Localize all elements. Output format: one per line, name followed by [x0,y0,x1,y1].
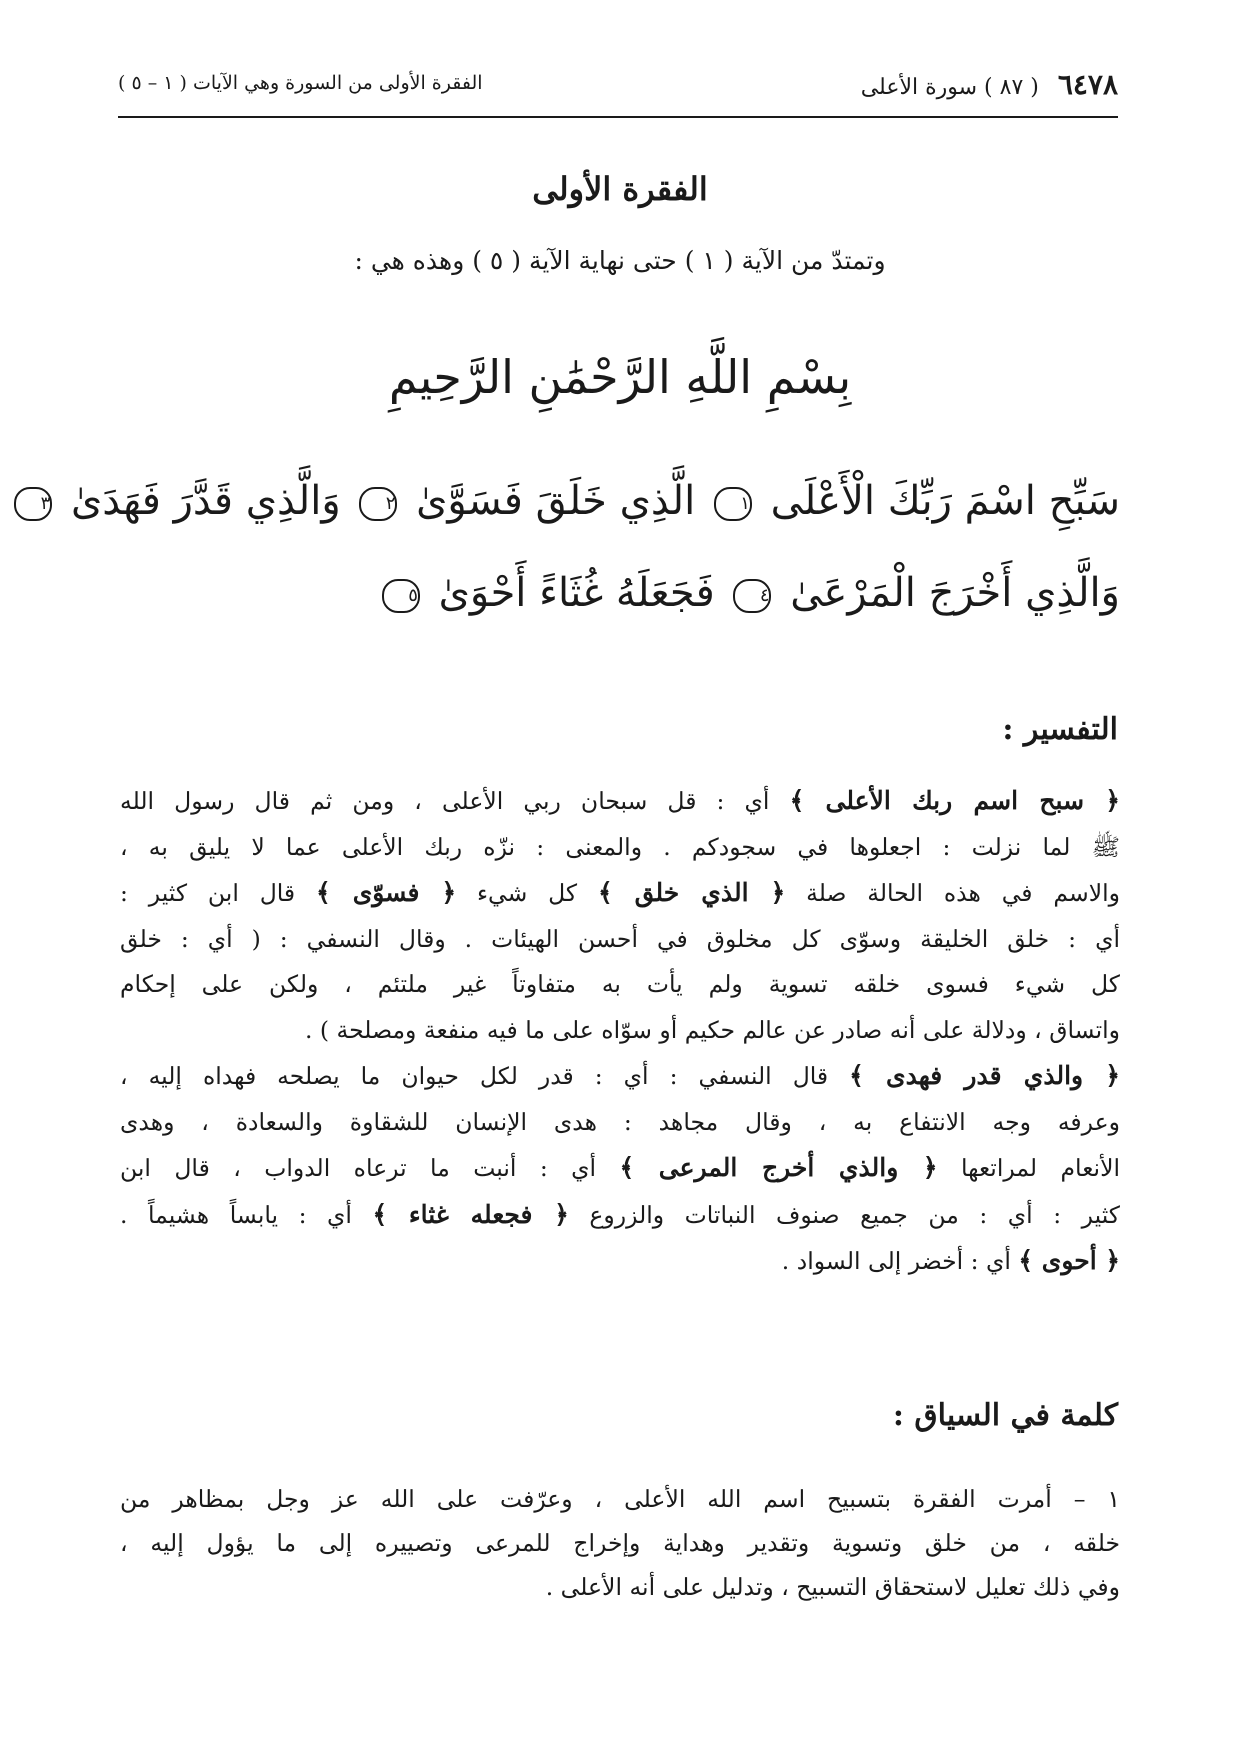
tafsir-line [120,1192,1120,1239]
running-header [118,58,1118,118]
tafsir-text: أي : أخضر إلى السواد . [781,1247,1019,1275]
tafsir-text: أي : خلق الخليقة وسوّى كل مخلوق في أحسن الهيئات . وقال النسفي : ( أي : خلق [120,924,1120,953]
tafsir-text: أي : أنبت ما ترعاه الدواب ، قال ابن [120,1154,620,1182]
tafsir-line [120,917,1120,963]
quoted-verse: ﴿ أحوى ﴾ [1018,1246,1120,1275]
context-heading: كلمة في السياق : [892,1398,1118,1433]
tafsir-line [120,870,1120,917]
verse-text: الَّذِي خَلَقَ فَسَوَّىٰ [416,478,696,524]
tafsir-line [120,778,1120,825]
quoted-verse: ﴿ الذي خلق ﴾ [597,878,786,907]
tafsir-text: والاسم في هذه الحالة صلة [785,879,1120,907]
tafsir-line [120,1053,1120,1100]
section-title: الفقرة الأولى [532,170,708,208]
tafsir-text: واتساق ، ودلالة على أنه صادر عن عالم حكيم أو سوّاه على ما فيه منفعة ومصلحة ) . [304,1015,1120,1044]
quoted-verse: ﴿ فجعله غثاء ﴾ [372,1199,569,1229]
context-body [120,1477,1120,1609]
surah-label: ( ٨٧ ) سورة الأعلى [860,75,1039,100]
verse-number: ٤ [733,579,771,613]
tafsir-line [120,1100,1120,1146]
verse-text: وَالَّذِي أَخْرَجَ الْمَرْعَىٰ [790,570,1120,616]
tafsir-body [120,778,1120,1285]
verse-line [40,478,1120,524]
tafsir-line [120,1008,1120,1054]
verse-text: فَجَعَلَهُ غُثَاءً أَحْوَىٰ [438,570,715,616]
verse-text: سَبِّحِ اسْمَ رَبِّكَ الْأَعْلَى [770,478,1120,524]
tafsir-heading: التفسير : [1002,712,1118,747]
tafsir-text: أي : يابساً هشيماً . [120,1200,373,1229]
tafsir-text: قال النسفي : أي : قدر لكل حيوان ما يصلحه فهداه إليه ، [120,1062,850,1090]
context-line: وفي ذلك تعليل لاستحقاق التسبيح ، وتدليل على أنه الأعلى . [545,1573,1120,1601]
verse-number: ٣ [14,487,52,521]
tafsir-line [120,825,1120,871]
tafsir-text: وعرفه وجه الانتفاع به ، وقال مجاهد : هدى الإنسان للشقاوة والسعادة ، وهدى [120,1107,1120,1136]
tafsir-line [120,1238,1120,1285]
tafsir-line [120,962,1120,1008]
header-page-info [861,68,1118,101]
header-section-label: الفقرة الأولى من السورة وهي الآيات ( ١ – ٥ ) [118,72,483,94]
quoted-verse: ﴿ فسوّى ﴾ [316,878,457,907]
tafsir-text: الأنعام لمراتعها [937,1154,1120,1182]
tafsir-text: كثير : أي : من جميع صنوف النباتات والزروع [568,1200,1120,1229]
section-range: وتمتدّ من الآية ( ١ ) حتى نهاية الآية ( ٥ ) وهذه هي : [354,246,886,275]
verse-number: ٢ [359,487,397,521]
quoted-verse: ﴿ سبح اسم ربك الأعلى ﴾ [789,786,1120,815]
tafsir-text: ﷺ لما نزلت : اجعلوها في سجودكم . والمعنى : نزّه ربك الأعلى عما لا يليق به ، [120,832,1120,861]
context-line: خلقه ، من خلق وتسوية وتقدير وهداية وإخراج للمرعى وتصييره إلى ما يؤول إليه ، [120,1529,1120,1557]
verse-number: ٥ [382,579,420,613]
tafsir-text: كل شيء [456,879,598,907]
tafsir-text: قال ابن كثير : [120,879,316,907]
quoted-verse: ﴿ والذي أخرج المرعى ﴾ [619,1153,938,1182]
context-line: ١ – أمرت الفقرة بتسبيح اسم الله الأعلى ، وعرّفت على الله عز وجل بمظاهر من [120,1485,1120,1513]
verse-text: وَالَّذِي قَدَّرَ فَهَدَىٰ [70,478,341,524]
verse-line [130,570,1120,616]
basmala: بِسْمِ اللَّهِ الرَّحْمَٰنِ الرَّحِيمِ [388,350,852,404]
page-number: ٦٤٧٨ [1057,68,1118,101]
tafsir-text: كل شيء فسوى خلقه تسوية ولم يأت به متفاوتاً غير ملتئم ، ولكن على إحكام [120,970,1120,998]
verse-number: ١ [714,487,752,521]
quoted-verse: ﴿ والذي قدر فهدى ﴾ [849,1061,1120,1090]
tafsir-text: أي : قل سبحان ربي الأعلى ، ومن ثم قال رسول الله [120,787,790,815]
tafsir-line [120,1145,1120,1192]
